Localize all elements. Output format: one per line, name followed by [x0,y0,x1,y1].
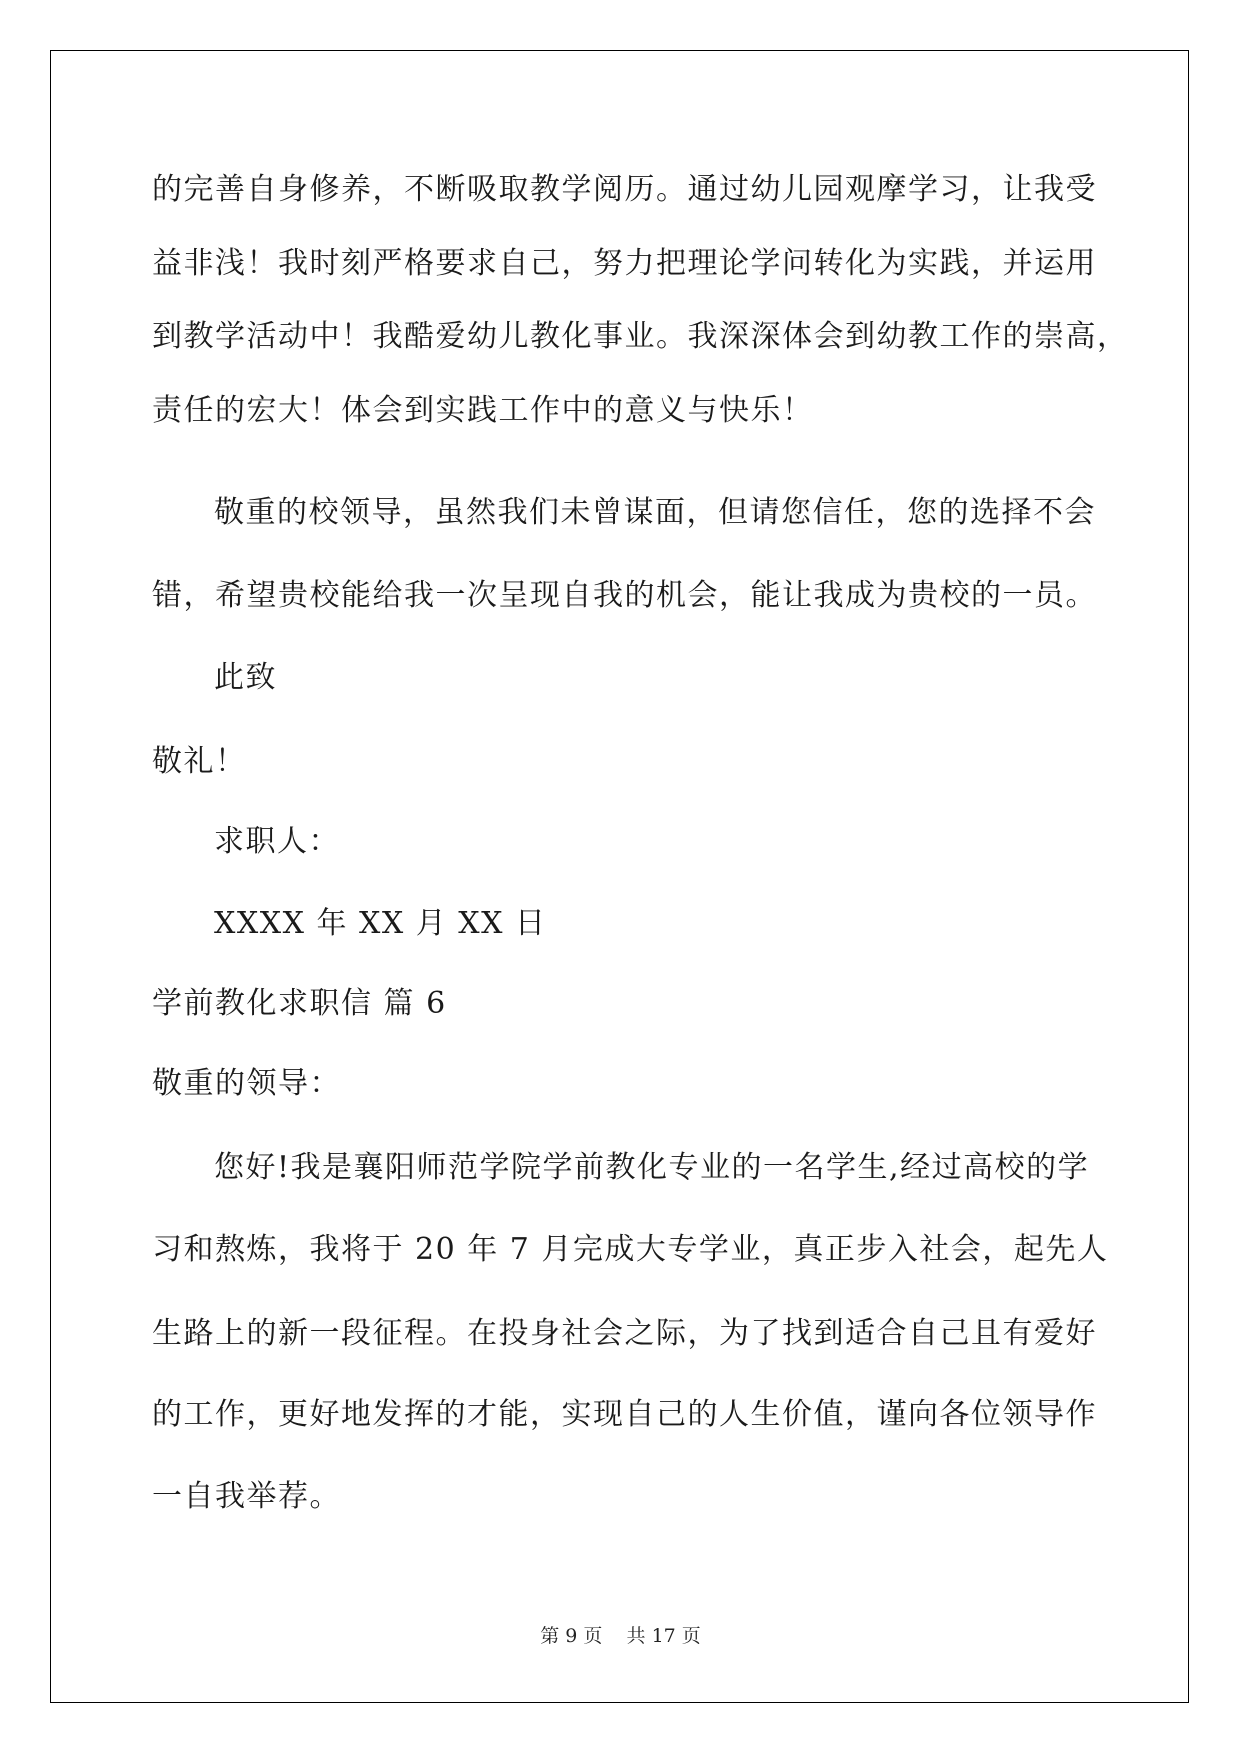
text-line: 到教学活动中！我酷爱幼儿教化事业。我深深体会到幼教工作的崇高， [152,319,1129,354]
section-heading: 学前教化求职信 篇 6 [152,986,447,1021]
text-line: 益非浅！我时刻严格要求自己，努力把理论学问转化为实践，并运用 [152,246,1097,281]
text-line: 生路上的新一段征程。在投身社会之际，为了找到适合自己且有爱好 [152,1316,1097,1351]
letter-greeting: 敬重的领导： [152,1066,341,1101]
closing-salutation: 此致 [214,660,277,695]
text-line: 错，希望贵校能给我一次呈现自我的机会，能让我成为贵校的一员。 [152,578,1097,613]
page-number-footer: 第 9 页 共 17 页 [540,1625,701,1647]
text-line: 的完善自身修养，不断吸取教学阅历。通过幼儿园观摩学习，让我受 [152,172,1097,207]
text-line: 的工作，更好地发挥的才能，实现自己的人生价值，谨向各位领导作 [152,1397,1097,1432]
closing-regards: 敬礼！ [152,744,247,779]
applicant-label: 求职人： [214,824,340,859]
date-line: XXXX 年 XX 月 XX 日 [214,906,547,941]
text-line: 一自我举荐。 [152,1479,341,1514]
page-border [50,50,1189,1703]
text-line: 敬重的校领导，虽然我们未曾谋面，但请您信任，您的选择不会 [214,495,1096,530]
text-line: 您好!我是襄阳师范学院学前教化专业的一名学生,经过高校的学 [214,1150,1090,1185]
text-line: 责任的宏大！体会到实践工作中的意义与快乐！ [152,393,814,428]
text-line: 习和熬炼，我将于 20 年 7 月完成大专学业，真正步入社会，起先人 [152,1232,1109,1267]
